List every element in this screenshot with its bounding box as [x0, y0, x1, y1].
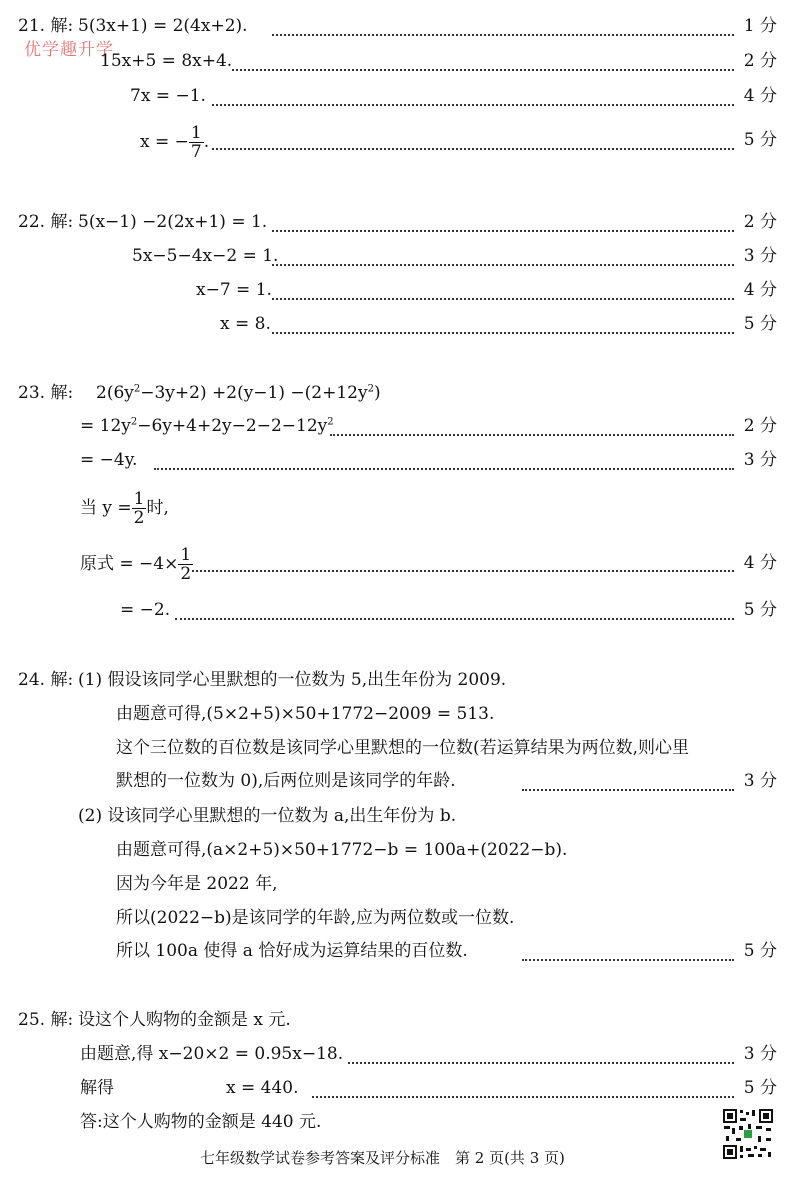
dot-leader — [192, 570, 734, 572]
q24-number: 24. 解: — [18, 670, 74, 690]
dot-leader — [175, 618, 734, 620]
fraction-numerator: 1 — [190, 123, 202, 143]
q23-step-4 — [80, 486, 169, 530]
exponent-2: 2 — [133, 383, 141, 395]
fraction-numerator: 1 — [133, 489, 145, 509]
q21-score-4: 5 分 — [743, 130, 777, 150]
q23-step-4-post: 时, — [146, 498, 169, 518]
q21-step-2: 15x+5 = 8x+4. — [100, 51, 233, 71]
q24-part1-line-3: 这个三位数的百位数是该同学心里默想的一位数(若运算结果为两位数,则心里 — [116, 738, 690, 758]
q25-step-3-label: 解得 — [80, 1078, 114, 1098]
q22-step-4: x = 8. — [220, 314, 271, 334]
q21-score-3: 4 分 — [743, 86, 777, 106]
q23-number: 23. 解: — [18, 383, 74, 403]
dot-leader — [272, 298, 734, 300]
q22-step-1: 5(x−1) −2(2x+1) = 1. — [78, 212, 268, 232]
q21-score-1: 1 分 — [743, 16, 777, 36]
fraction — [189, 124, 204, 161]
q24-part1-line-2: 由题意可得,(5×2+5)×50+1772−2009 = 513. — [116, 704, 495, 724]
q24-part2-line-2: 由题意可得,(a×2+5)×50+1772−b = 100a+(2022−b). — [116, 840, 568, 860]
q23-step-5-pre: 原式 = −4× — [80, 554, 179, 574]
dot-leader — [522, 789, 734, 791]
fraction-denominator: 2 — [180, 564, 192, 584]
dot-leader — [272, 264, 734, 266]
dot-leader — [348, 1062, 734, 1064]
q23-expr-part-2: −3y+2) +2(y−1) −(2+12y — [140, 383, 368, 403]
exponent-2: 2 — [327, 416, 334, 428]
dot-leader — [212, 148, 734, 150]
watermark: 优学趣升学 — [24, 40, 114, 60]
q23-step-2 — [80, 416, 334, 436]
q25-step-1: 设这个人购物的金额是 x 元. — [78, 1010, 291, 1030]
q24-part2-line-5: 所以 100a 使得 a 恰好成为运算结果的百位数. — [116, 941, 468, 961]
q25-step-2: 由题意,得 x−20×2 = 0.95x−18. — [80, 1044, 344, 1064]
q23-step-2-part-2: −6y+4+2y−2−2−12y — [137, 416, 328, 436]
q22-score-3: 4 分 — [743, 280, 777, 300]
q23-step-6: = −2. — [120, 600, 171, 620]
q21-step-4-lhs: x = − — [140, 132, 189, 152]
q23-step-4-pre: 当 y = — [80, 498, 132, 518]
q23-step-2-part-1: = 12y — [80, 416, 131, 436]
q25-number: 25. 解: — [18, 1010, 74, 1030]
q24-part1-line-1: (1) 假设该同学心里默想的一位数为 5,出生年份为 2009. — [78, 670, 507, 690]
q21-step-1: 5(3x+1) = 2(4x+2). — [78, 16, 248, 36]
dot-leader — [272, 230, 734, 232]
q22-score-4: 5 分 — [743, 314, 777, 334]
q23-score-3: 3 分 — [743, 450, 777, 470]
fraction-denominator: 7 — [190, 142, 202, 162]
q21-score-2: 2 分 — [743, 51, 777, 71]
q23-expression — [96, 383, 381, 403]
q24-part2-line-1: (2) 设该同学心里默想的一位数为 a,出生年份为 b. — [78, 806, 457, 826]
q23-step-5 — [80, 542, 193, 586]
dot-leader — [312, 1096, 734, 1098]
q21-step-4-period: . — [203, 132, 210, 152]
q25-score-1: 3 分 — [743, 1044, 777, 1064]
fraction — [132, 490, 147, 527]
q24-part1-line-4: 默想的一位数为 0),后两位则是该同学的年龄. — [116, 771, 456, 791]
dot-leader — [272, 332, 734, 334]
dot-leader — [522, 959, 734, 961]
fraction-numerator: 1 — [180, 545, 192, 565]
q23-expr-part-3: ) — [373, 383, 381, 403]
q23-score-2: 2 分 — [743, 416, 777, 436]
q23-score-5: 4 分 — [743, 553, 777, 573]
q22-score-2: 3 分 — [743, 246, 777, 266]
dot-leader — [232, 69, 734, 71]
fraction — [178, 546, 193, 583]
q22-step-3: x−7 = 1. — [196, 280, 272, 300]
exponent-2: 2 — [130, 416, 138, 428]
dot-leader — [272, 34, 734, 36]
q25-answer: 答:这个人购物的金额是 440 元. — [80, 1112, 322, 1132]
q23-expr-part-1: 2(6y — [96, 383, 134, 403]
dot-leader — [330, 434, 734, 436]
q24-score-1: 3 分 — [743, 771, 777, 791]
q24-score-2: 5 分 — [743, 941, 777, 961]
q24-part2-line-3: 因为今年是 2022 年, — [116, 874, 278, 894]
q21-step-4 — [140, 120, 209, 164]
q22-number: 22. 解: — [18, 212, 74, 232]
dot-leader — [154, 468, 734, 470]
q24-part2-line-4: 所以(2022−b)是该同学的年龄,应为两位数或一位数. — [116, 908, 515, 928]
q25-score-2: 5 分 — [743, 1078, 777, 1098]
q22-step-2: 5x−5−4x−2 = 1. — [132, 246, 279, 266]
page-footer: 七年级数学试卷参考答案及评分标准 第 2 页(共 3 页) — [200, 1149, 565, 1167]
exponent-2: 2 — [367, 383, 374, 395]
q22-score-1: 2 分 — [743, 212, 777, 232]
qr-code-icon — [722, 1108, 774, 1160]
dot-leader — [212, 104, 734, 106]
fraction-denominator: 2 — [133, 508, 145, 528]
q21-step-3: 7x = −1. — [130, 86, 206, 106]
q23-score-6: 5 分 — [743, 600, 777, 620]
q23-step-3: = −4y. — [80, 450, 138, 470]
q25-step-3: x = 440. — [226, 1078, 299, 1098]
q21-number: 21. 解: — [18, 16, 74, 36]
